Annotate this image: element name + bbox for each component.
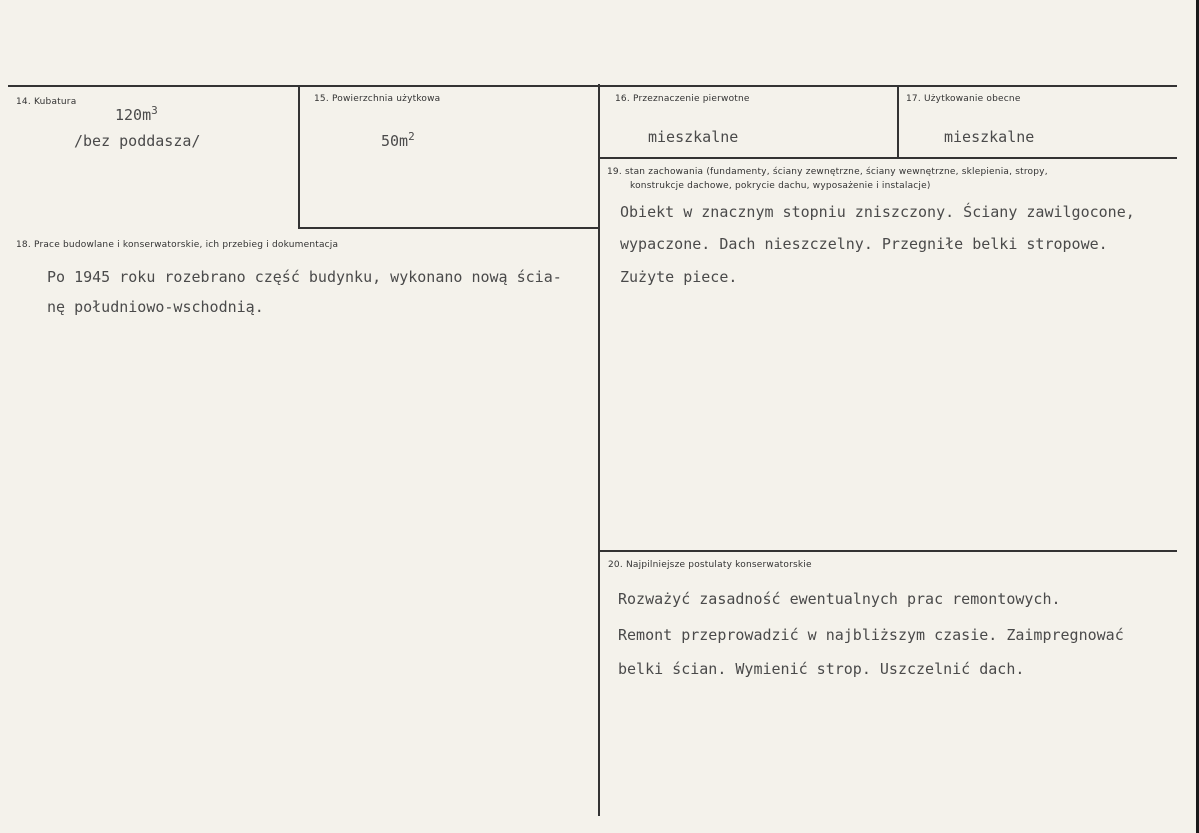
field-17-value: mieszkalne — [944, 128, 1035, 146]
field-14-value — [115, 104, 158, 124]
field-20-line-2: Remont przeprowadzić w najbliższym czasie. Zaimpregnować — [618, 626, 1124, 644]
field-20-line-3: belki ścian. Wymienić strop. Uszczelnić dach. — [618, 660, 1025, 678]
field-15-exponent: 2 — [408, 130, 415, 143]
field-20-label: 20. Najpilniejsze postulaty konserwatorskie — [608, 560, 812, 570]
field-19-label-line-1: 19. stan zachowania (fundamenty, ściany zewnętrzne, ściany wewnętrzne, sklepienia, stropy, — [607, 167, 1048, 177]
rule-above-20 — [600, 550, 1177, 552]
field-20-line-1: Rozważyć zasadność ewentualnych prac remontowych. — [618, 590, 1061, 608]
field-19-line-1: Obiekt w znacznym stopniu zniszczony. Ściany zawilgocone, — [620, 203, 1135, 221]
divider-14-15 — [298, 86, 300, 229]
divider-16-17 — [897, 86, 899, 158]
field-14-number: 120m — [115, 106, 152, 124]
field-19-line-2: wypaczone. Dach nieszczelny. Przegniłe belki stropowe. — [620, 235, 1108, 253]
field-19-line-3: Zużyte piece. — [620, 268, 738, 286]
field-16-value: mieszkalne — [648, 128, 739, 146]
field-14-exponent: 3 — [151, 104, 158, 117]
field-15-value — [381, 130, 415, 150]
field-17-label: 17. Użytkowanie obecne — [906, 94, 1021, 104]
top-rule — [8, 85, 1177, 87]
rule-under-15 — [300, 227, 598, 229]
field-18-label: 18. Prace budowlane i konserwatorskie, ich przebieg i dokumentacja — [16, 240, 339, 250]
field-14-label: 14. Kubatura — [16, 97, 77, 107]
field-14-note: /bez poddasza/ — [74, 132, 201, 150]
field-16-label: 16. Przeznaczenie pierwotne — [615, 94, 750, 104]
field-18-line-1: Po 1945 roku rozebrano część budynku, wykonano nową ścia- — [47, 268, 562, 286]
field-19-label-line-2: konstrukcje dachowe, pokrycie dachu, wyposażenie i instalacje) — [630, 181, 931, 191]
field-15-number: 50m — [381, 132, 409, 150]
rule-under-16-17 — [600, 157, 1177, 159]
field-18-line-2: nę południowo-wschodnią. — [47, 298, 264, 316]
field-15-label: 15. Powierzchnia użytkowa — [314, 94, 441, 104]
center-divider — [598, 84, 600, 816]
